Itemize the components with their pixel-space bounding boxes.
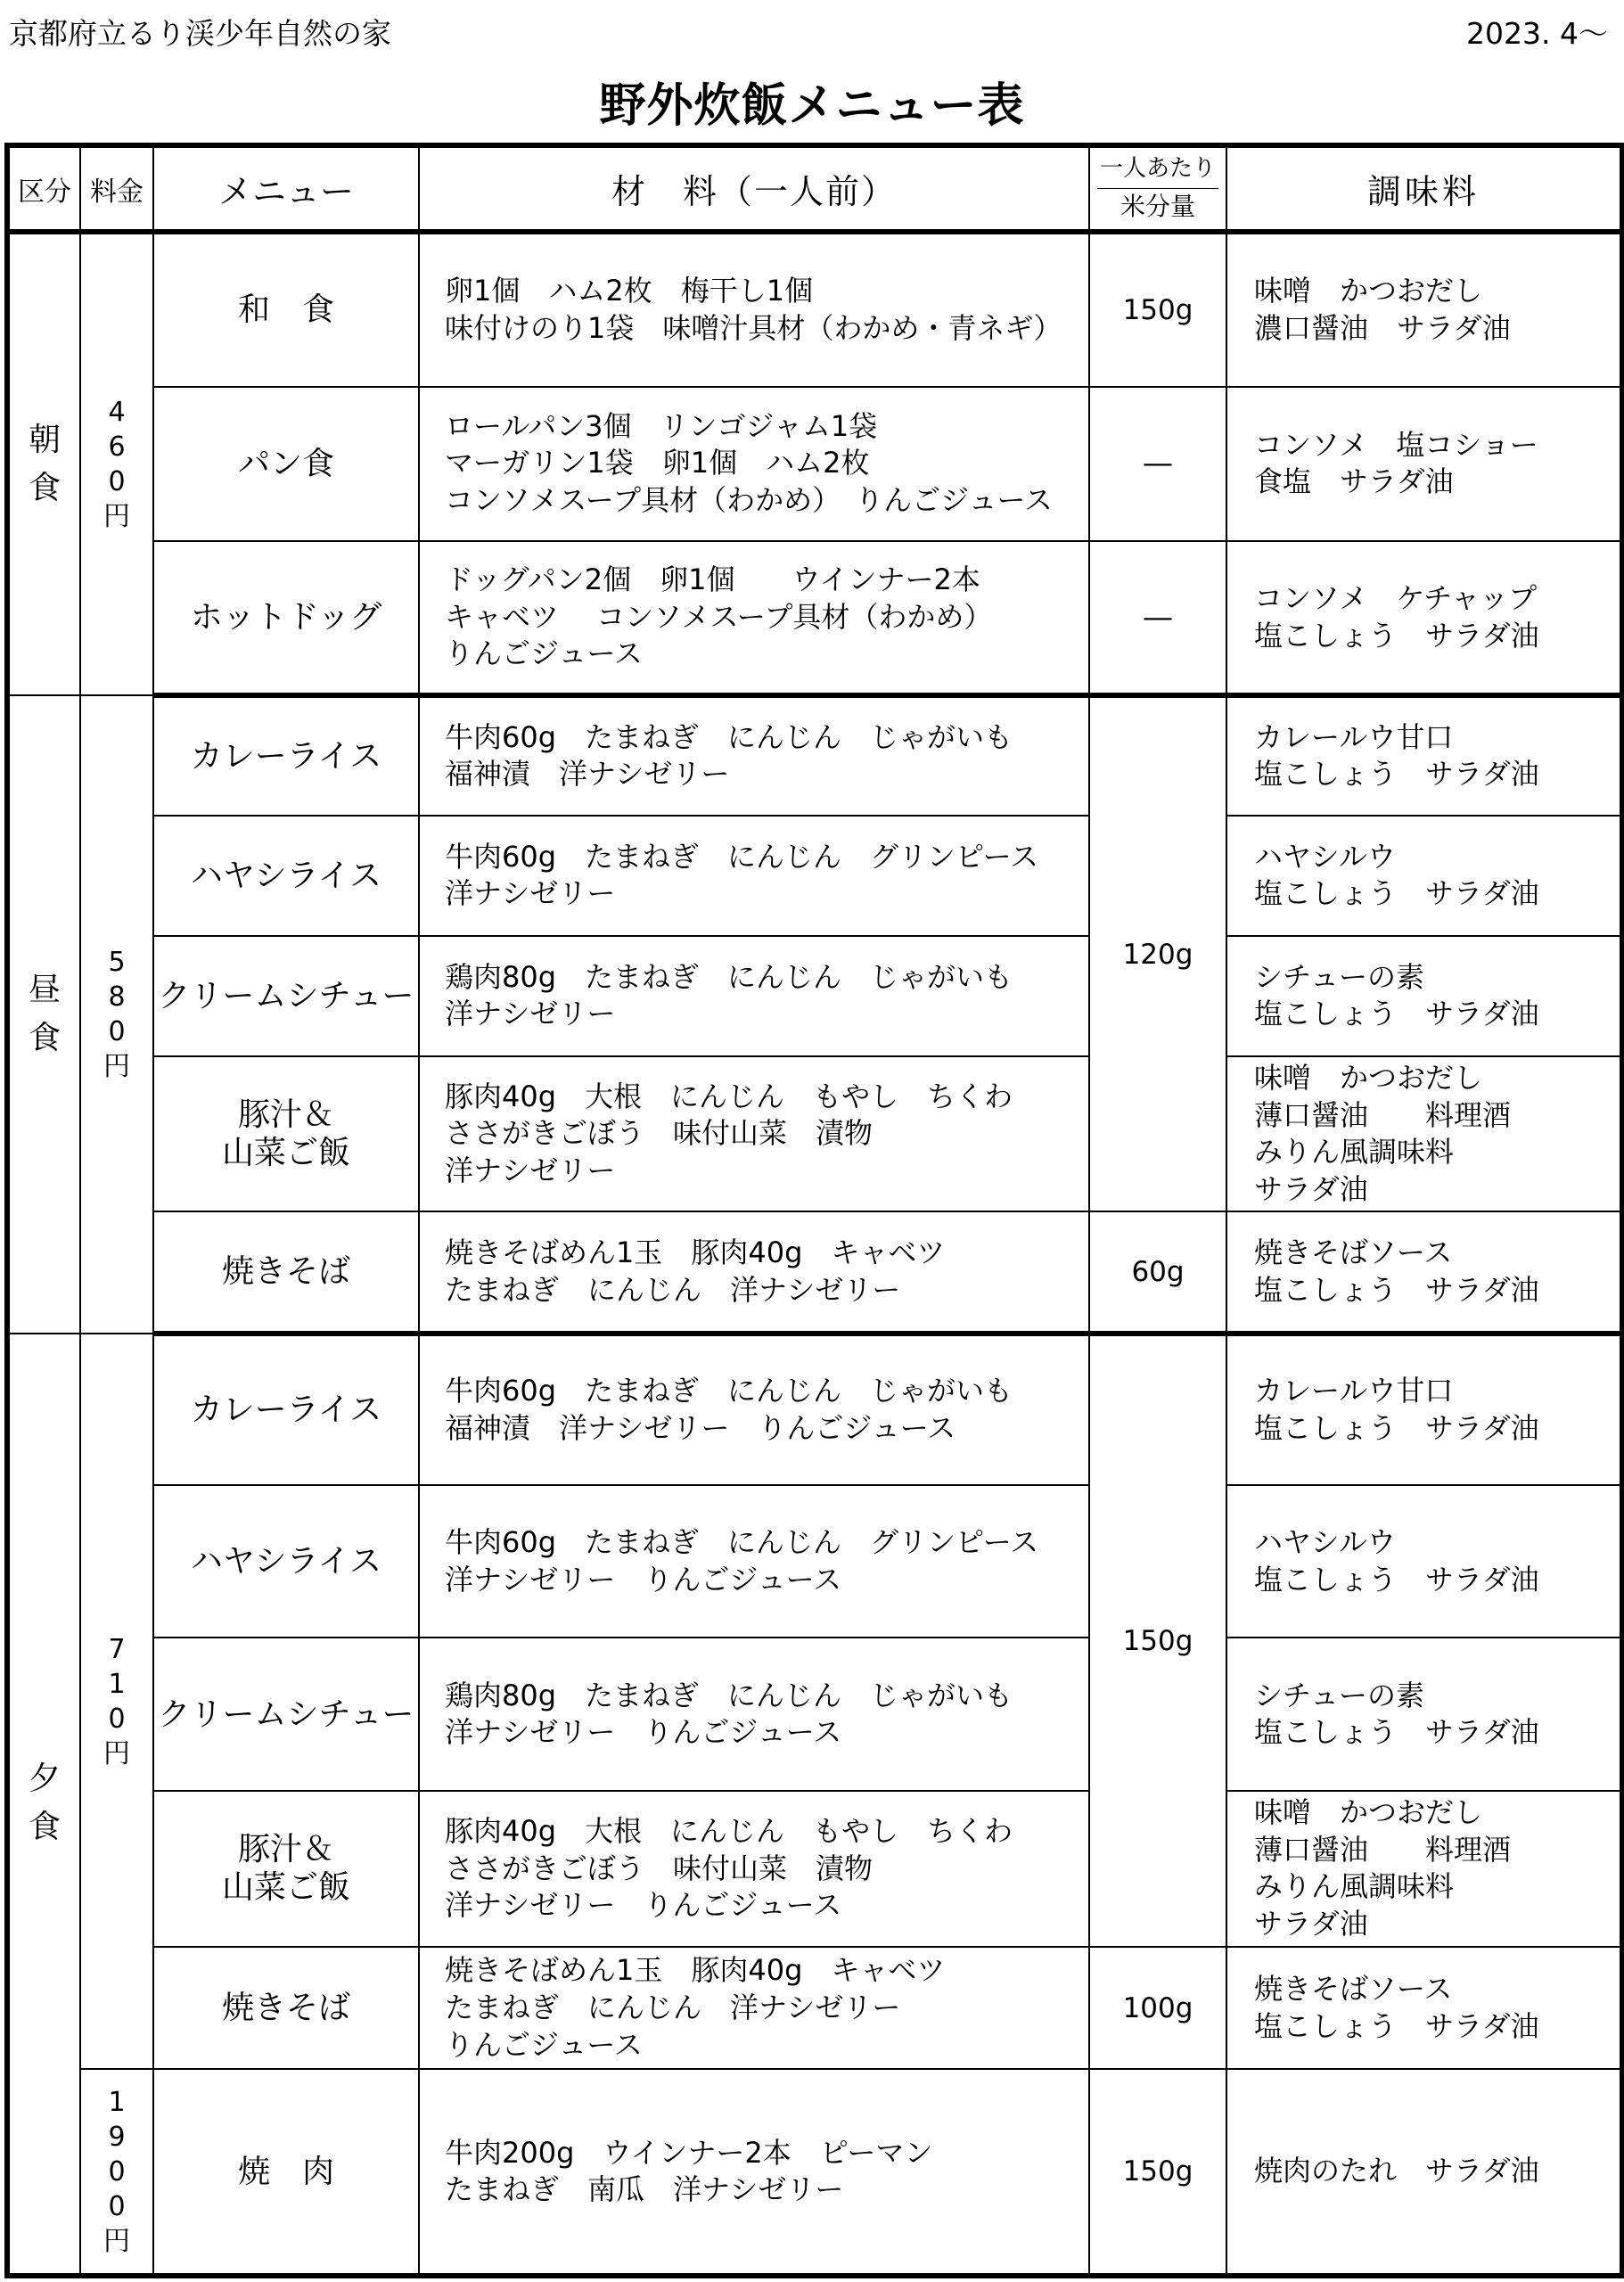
table-row [7, 387, 1622, 541]
rice-cell: 150g [1089, 232, 1226, 386]
seasoning-cell: カレールウ甘口 塩こしょう サラダ油 [1226, 1334, 1622, 1485]
seasoning-cell: 焼肉のたれ サラダ油 [1226, 2069, 1622, 2276]
ingredients-cell: 牛肉60g たまねぎ にんじん じゃがいも 福神漬 洋ナシゼリー りんごジュース [419, 1334, 1089, 1485]
rice-cell: ― [1089, 541, 1226, 695]
seasoning-cell: コンソメ 塩コショー 食塩 サラダ油 [1226, 387, 1622, 541]
ingredients-cell: ロールパン3個 リンゴジャム1袋 マーガリン1袋 卵1個 ハム2枚 コンソメスープ具材（わかめ） りんごジュース [419, 387, 1089, 541]
ingredients-cell: 豚肉40g 大根 にんじん もやし ちくわ ささがきごぼう 味付山菜 漬物 洋ナシゼリー [419, 1056, 1089, 1211]
header-rice-bottom: 米分量 [1120, 191, 1195, 221]
seasoning-cell: 焼きそばソース 塩こしょう サラダ油 [1226, 1211, 1622, 1333]
price-dinner: 7 1 0 円 [80, 1334, 153, 2070]
category-lunch: 昼 食 [7, 695, 80, 1333]
table-row [7, 232, 1622, 386]
seasoning-cell: ハヤシルウ 塩こしょう サラダ油 [1226, 1485, 1622, 1638]
ingredients-cell: ドッグパン2個 卵1個 ウインナー2本 キャベツ コンソメスープ具材（わかめ） りんごジュース [419, 541, 1089, 695]
table-row [7, 1638, 1622, 1790]
seasoning-cell: 味噌 かつおだし 薄口醤油 料理酒 みりん風調味料 サラダ油 [1226, 1056, 1622, 1211]
table-row [7, 541, 1622, 695]
seasoning-cell: シチューの素 塩こしょう サラダ油 [1226, 1638, 1622, 1790]
seasoning-cell: 味噌 かつおだし 濃口醤油 サラダ油 [1226, 232, 1622, 386]
header-menu: メニュー [153, 145, 419, 232]
price-yakiniku: 1 9 0 0 円 [80, 2069, 153, 2276]
price-lunch: 5 8 0 円 [80, 695, 153, 1333]
menu-cell: クリームシチュー [153, 936, 419, 1056]
ingredients-cell: 牛肉200g ウインナー2本 ピーマン たまねぎ 南瓜 洋ナシゼリー [419, 2069, 1089, 2276]
seasoning-cell: 焼きそばソース 塩こしょう サラダ油 [1226, 1947, 1622, 2069]
menu-cell: クリームシチュー [153, 1638, 419, 1790]
organization-name: 京都府立るり渓少年自然の家 [9, 16, 391, 51]
ingredients-cell: 牛肉60g たまねぎ にんじん じゃがいも 福神漬 洋ナシゼリー [419, 695, 1089, 815]
seasoning-cell: ハヤシルウ 塩こしょう サラダ油 [1226, 816, 1622, 936]
header-price: 料金 [80, 145, 153, 232]
menu-cell: 豚汁＆ 山菜ご飯 [153, 1791, 419, 1947]
rice-cell: 60g [1089, 1211, 1226, 1333]
category-breakfast: 朝 食 [7, 232, 80, 695]
page-title: 野外炊飯メニュー表 [599, 79, 1025, 133]
table-row [7, 1791, 1622, 1947]
header-rice-amount [1089, 145, 1226, 232]
rice-cell: 100g [1089, 1947, 1226, 2069]
header-row [7, 145, 1622, 232]
ingredients-cell: 焼きそばめん1玉 豚肉40g キャベツ たまねぎ にんじん 洋ナシゼリー [419, 1211, 1089, 1333]
menu-table [4, 143, 1624, 2278]
menu-cell: パン食 [153, 387, 419, 541]
menu-cell: 焼 肉 [153, 2069, 419, 2276]
rice-cell: 150g [1089, 1334, 1226, 1947]
ingredients-cell: 鶏肉80g たまねぎ にんじん じゃがいも 洋ナシゼリー りんごジュース [419, 1638, 1089, 1790]
header-ingredients: 材 料（一人前） [419, 145, 1089, 232]
ingredients-cell: 牛肉60g たまねぎ にんじん グリンピース 洋ナシゼリー りんごジュース [419, 1485, 1089, 1638]
table-row [7, 1334, 1622, 1485]
seasoning-cell: カレールウ甘口 塩こしょう サラダ油 [1226, 695, 1622, 815]
category-dinner: 夕 食 [7, 1334, 80, 2276]
ingredients-cell: 豚肉40g 大根 にんじん もやし ちくわ ささがきごぼう 味付山菜 漬物 洋ナシゼリー りんごジュース [419, 1791, 1089, 1947]
table-row [7, 936, 1622, 1056]
table-row [7, 2069, 1622, 2276]
table-row [7, 1056, 1622, 1211]
menu-cell: 焼きそば [153, 1947, 419, 2069]
rice-cell: 120g [1089, 695, 1226, 1211]
table-row [7, 1211, 1622, 1333]
rice-cell: ― [1089, 387, 1226, 541]
table-row [7, 695, 1622, 815]
ingredients-cell: 卵1個 ハム2枚 梅干し1個 味付けのり1袋 味噌汁具材（わかめ・青ネギ） [419, 232, 1089, 386]
menu-cell: ホットドッグ [153, 541, 419, 695]
seasoning-cell: 味噌 かつおだし 薄口醤油 料理酒 みりん風調味料 サラダ油 [1226, 1791, 1622, 1947]
menu-cell: カレーライス [153, 695, 419, 815]
header-seasoning: 調味料 [1226, 145, 1622, 232]
header-rice-top: 一人あたり [1097, 152, 1218, 189]
ingredients-cell: 焼きそばめん1玉 豚肉40g キャベツ たまねぎ にんじん 洋ナシゼリー りんごジュース [419, 1947, 1089, 2069]
menu-cell: 焼きそば [153, 1211, 419, 1333]
rice-cell: 150g [1089, 2069, 1226, 2276]
seasoning-cell: コンソメ ケチャップ 塩こしょう サラダ油 [1226, 541, 1622, 695]
price-breakfast: 4 6 0 円 [80, 232, 153, 695]
menu-cell: ハヤシライス [153, 816, 419, 936]
menu-cell: 和 食 [153, 232, 419, 386]
effective-date: 2023. 4〜 [1466, 16, 1608, 51]
ingredients-cell: 牛肉60g たまねぎ にんじん グリンピース 洋ナシゼリー [419, 816, 1089, 936]
table-row [7, 1485, 1622, 1638]
menu-cell: カレーライス [153, 1334, 419, 1485]
header-category: 区分 [7, 145, 80, 232]
ingredients-cell: 鶏肉80g たまねぎ にんじん じゃがいも 洋ナシゼリー [419, 936, 1089, 1056]
menu-cell: ハヤシライス [153, 1485, 419, 1638]
table-row [7, 816, 1622, 936]
table-row [7, 1947, 1622, 2069]
menu-cell: 豚汁＆ 山菜ご飯 [153, 1056, 419, 1211]
seasoning-cell: シチューの素 塩こしょう サラダ油 [1226, 936, 1622, 1056]
